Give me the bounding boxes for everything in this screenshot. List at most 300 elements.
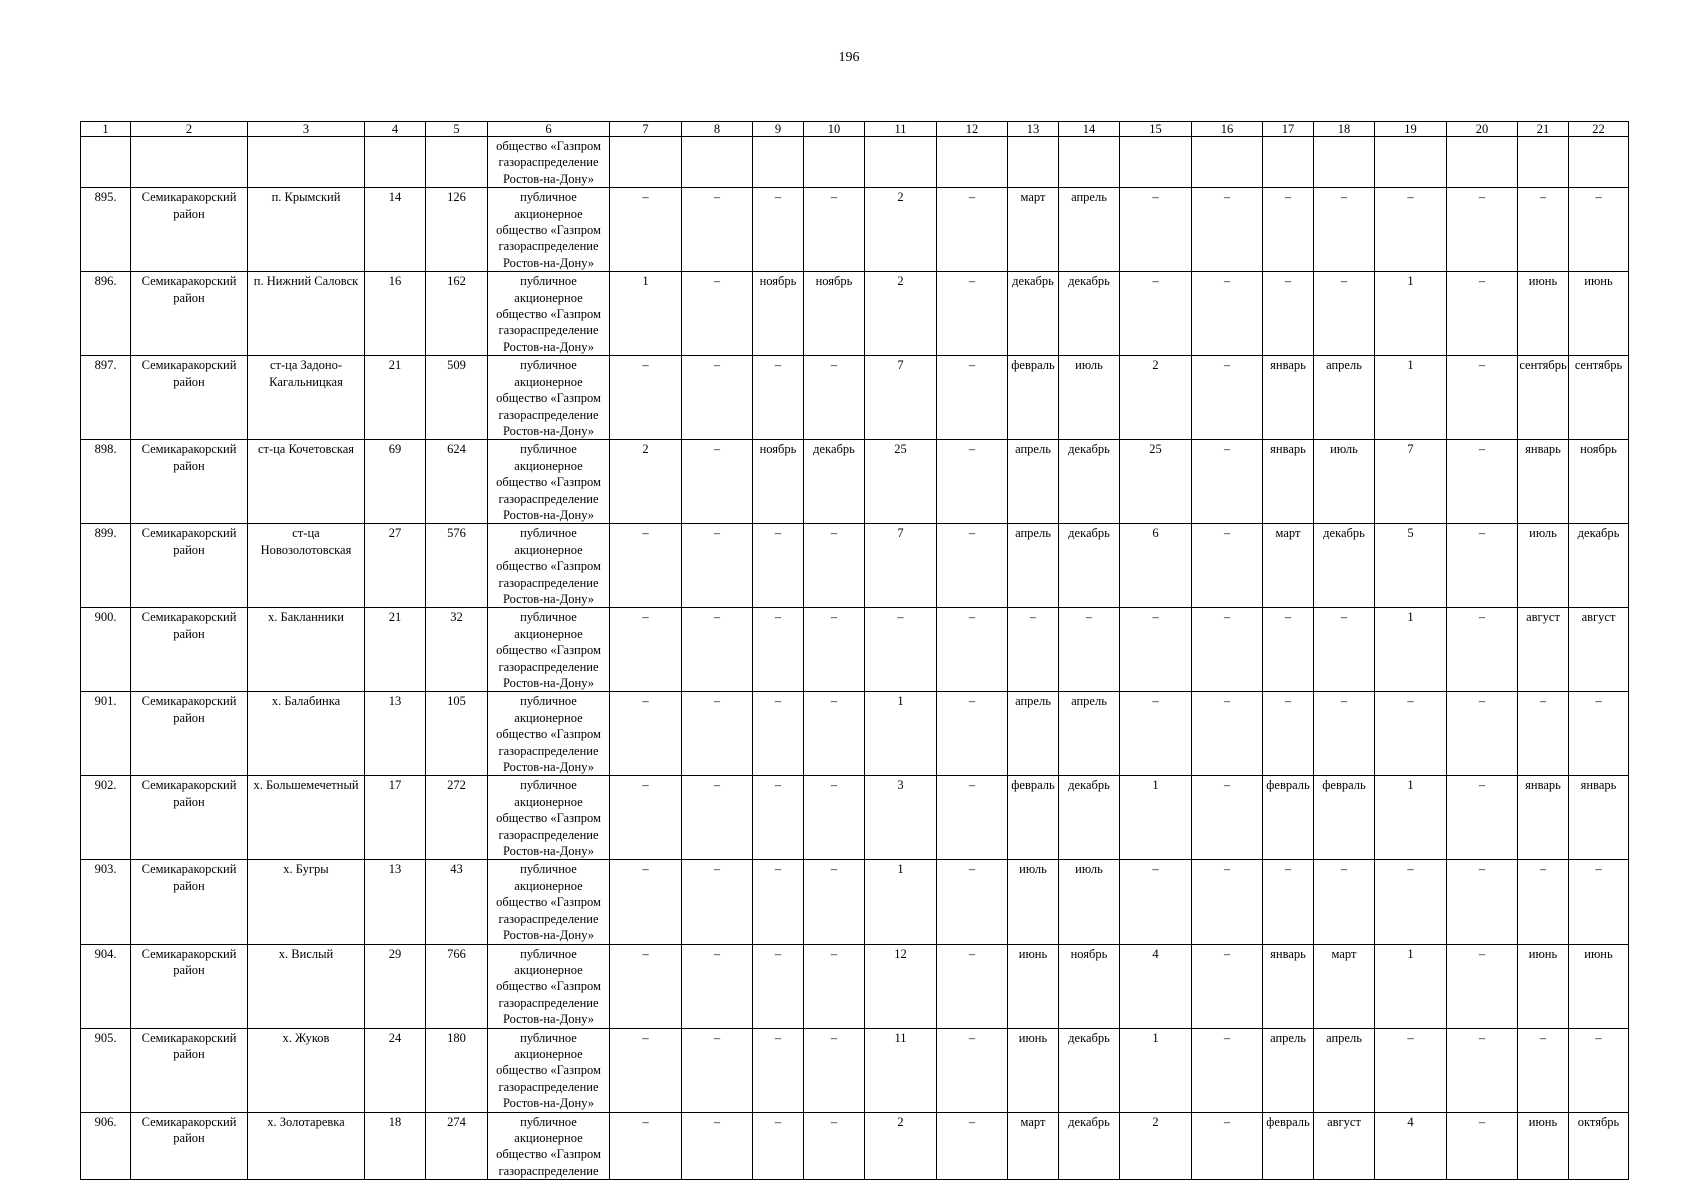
cell-col-2: Семикаракорский район: [131, 524, 248, 608]
cell-col-14: 14: [1059, 122, 1120, 137]
cell-col-6: 6: [488, 122, 610, 137]
cell-col-5: 509: [426, 356, 488, 440]
cell-col-20: –: [1447, 188, 1518, 272]
cell-col-16: –: [1192, 272, 1263, 356]
cell-col-16: –: [1192, 776, 1263, 860]
cell-col-12: –: [937, 188, 1008, 272]
cell-col-19: –: [1375, 860, 1447, 944]
cell-col-1: 902.: [81, 776, 131, 860]
cell-col-19: 5: [1375, 524, 1447, 608]
cell-col-12: –: [937, 272, 1008, 356]
cell-col-1: 905.: [81, 1028, 131, 1112]
cell-col-10: –: [804, 524, 865, 608]
cell-col-13: апрель: [1008, 692, 1059, 776]
cell-col-16: –: [1192, 440, 1263, 524]
cell-col-18: –: [1314, 608, 1375, 692]
cell-col-13: февраль: [1008, 356, 1059, 440]
cell-col-9: –: [753, 608, 804, 692]
cell-col-19: 1: [1375, 776, 1447, 860]
cell-col-20: –: [1447, 860, 1518, 944]
cell-col-10: декабрь: [804, 440, 865, 524]
cell-col-6: публичное акционерное общество «Газпром газораспределение Ростов-на-Дону»: [488, 524, 610, 608]
cell-col-20: 20: [1447, 122, 1518, 137]
cell-col-9: –: [753, 524, 804, 608]
cell-col-10: [804, 137, 865, 188]
continuation-row: [81, 137, 1629, 188]
cell-col-21: –: [1518, 692, 1569, 776]
cell-col-12: –: [937, 440, 1008, 524]
cell-col-4: 16: [365, 272, 426, 356]
cell-col-11: 2: [865, 188, 937, 272]
table-row: [81, 776, 1629, 860]
cell-col-8: –: [682, 1112, 753, 1180]
cell-col-13: 13: [1008, 122, 1059, 137]
cell-col-22: декабрь: [1569, 524, 1629, 608]
cell-col-17: январь: [1263, 440, 1314, 524]
cell-col-18: август: [1314, 1112, 1375, 1180]
cell-col-20: –: [1447, 356, 1518, 440]
cell-col-17: –: [1263, 188, 1314, 272]
cell-col-19: 1: [1375, 944, 1447, 1028]
cell-col-5: 105: [426, 692, 488, 776]
cell-col-5: 624: [426, 440, 488, 524]
cell-col-20: [1447, 137, 1518, 188]
cell-col-21: январь: [1518, 440, 1569, 524]
table-row: [81, 356, 1629, 440]
cell-col-9: –: [753, 188, 804, 272]
cell-col-3: 3: [248, 122, 365, 137]
cell-col-20: –: [1447, 524, 1518, 608]
cell-col-4: 69: [365, 440, 426, 524]
cell-col-19: 1: [1375, 272, 1447, 356]
cell-col-10: –: [804, 188, 865, 272]
cell-col-7: 2: [610, 440, 682, 524]
cell-col-15: 2: [1120, 356, 1192, 440]
cell-col-5: 766: [426, 944, 488, 1028]
table-row: [81, 524, 1629, 608]
cell-col-10: –: [804, 776, 865, 860]
cell-col-14: июль: [1059, 356, 1120, 440]
cell-col-21: –: [1518, 1028, 1569, 1112]
cell-col-10: –: [804, 356, 865, 440]
cell-col-17: [1263, 137, 1314, 188]
cell-col-5: 43: [426, 860, 488, 944]
cell-col-4: 21: [365, 356, 426, 440]
cell-col-18: –: [1314, 692, 1375, 776]
cell-col-4: 27: [365, 524, 426, 608]
cell-col-1: 896.: [81, 272, 131, 356]
cell-col-7: –: [610, 944, 682, 1028]
cell-col-20: –: [1447, 1112, 1518, 1180]
cell-col-9: –: [753, 860, 804, 944]
cell-col-21: июнь: [1518, 272, 1569, 356]
cell-col-8: –: [682, 356, 753, 440]
cell-col-10: 10: [804, 122, 865, 137]
cell-col-8: –: [682, 188, 753, 272]
cell-col-7: –: [610, 776, 682, 860]
cell-col-6: публичное акционерное общество «Газпром газораспределение Ростов-на-Дону»: [488, 776, 610, 860]
cell-col-9: ноябрь: [753, 440, 804, 524]
cell-col-7: 7: [610, 122, 682, 137]
cell-col-22: ноябрь: [1569, 440, 1629, 524]
cell-col-16: [1192, 137, 1263, 188]
cell-col-6: общество «Газпром газораспределение Ростов-на-Дону»: [488, 137, 610, 188]
cell-col-8: –: [682, 944, 753, 1028]
cell-col-4: 14: [365, 188, 426, 272]
cell-col-22: октябрь: [1569, 1112, 1629, 1180]
cell-col-15: 15: [1120, 122, 1192, 137]
cell-col-10: –: [804, 692, 865, 776]
cell-col-4: [365, 137, 426, 188]
cell-col-20: –: [1447, 692, 1518, 776]
cell-col-17: январь: [1263, 356, 1314, 440]
cell-col-13: –: [1008, 608, 1059, 692]
cell-col-10: –: [804, 608, 865, 692]
cell-col-9: 9: [753, 122, 804, 137]
cell-col-11: 7: [865, 356, 937, 440]
cell-col-9: –: [753, 692, 804, 776]
cell-col-5: 180: [426, 1028, 488, 1112]
cell-col-2: Семикаракорский район: [131, 1112, 248, 1180]
cell-col-21: сентябрь: [1518, 356, 1569, 440]
cell-col-3: х. Золотаревка: [248, 1112, 365, 1180]
cell-col-4: 21: [365, 608, 426, 692]
cell-col-19: –: [1375, 1028, 1447, 1112]
cell-col-1: 901.: [81, 692, 131, 776]
cell-col-21: 21: [1518, 122, 1569, 137]
header-row: [81, 122, 1629, 137]
cell-col-18: –: [1314, 188, 1375, 272]
cell-col-14: апрель: [1059, 188, 1120, 272]
cell-col-12: –: [937, 860, 1008, 944]
cell-col-15: –: [1120, 860, 1192, 944]
cell-col-22: –: [1569, 188, 1629, 272]
cell-col-19: 1: [1375, 356, 1447, 440]
table-row: [81, 944, 1629, 1028]
cell-col-2: Семикаракорский район: [131, 692, 248, 776]
cell-col-19: 19: [1375, 122, 1447, 137]
cell-col-22: [1569, 137, 1629, 188]
cell-col-8: –: [682, 440, 753, 524]
cell-col-2: Семикаракорский район: [131, 776, 248, 860]
cell-col-5: 5: [426, 122, 488, 137]
cell-col-5: 126: [426, 188, 488, 272]
cell-col-6: публичное акционерное общество «Газпром газораспределение Ростов-на-Дону»: [488, 1028, 610, 1112]
cell-col-9: –: [753, 1028, 804, 1112]
cell-col-1: 900.: [81, 608, 131, 692]
cell-col-12: 12: [937, 122, 1008, 137]
cell-col-14: декабрь: [1059, 524, 1120, 608]
cell-col-21: август: [1518, 608, 1569, 692]
cell-col-9: –: [753, 776, 804, 860]
cell-col-3: х. Балабинка: [248, 692, 365, 776]
cell-col-13: [1008, 137, 1059, 188]
cell-col-5: 32: [426, 608, 488, 692]
cell-col-14: [1059, 137, 1120, 188]
cell-col-3: х. Большемечетный: [248, 776, 365, 860]
cell-col-2: Семикаракорский район: [131, 1028, 248, 1112]
cell-col-21: –: [1518, 188, 1569, 272]
cell-col-8: [682, 137, 753, 188]
cell-col-22: июнь: [1569, 944, 1629, 1028]
cell-col-4: 13: [365, 692, 426, 776]
cell-col-15: 25: [1120, 440, 1192, 524]
cell-col-8: –: [682, 776, 753, 860]
cell-col-3: х. Бугры: [248, 860, 365, 944]
page-number: 196: [838, 50, 860, 65]
cell-col-1: 899.: [81, 524, 131, 608]
cell-col-1: 1: [81, 122, 131, 137]
cell-col-4: 29: [365, 944, 426, 1028]
cell-col-18: [1314, 137, 1375, 188]
cell-col-17: апрель: [1263, 1028, 1314, 1112]
cell-col-18: декабрь: [1314, 524, 1375, 608]
cell-col-16: –: [1192, 188, 1263, 272]
cell-col-10: –: [804, 1028, 865, 1112]
cell-col-13: апрель: [1008, 440, 1059, 524]
cell-col-13: март: [1008, 188, 1059, 272]
cell-col-11: 11: [865, 1028, 937, 1112]
cell-col-9: –: [753, 944, 804, 1028]
cell-col-21: –: [1518, 860, 1569, 944]
cell-col-20: –: [1447, 272, 1518, 356]
cell-col-14: декабрь: [1059, 440, 1120, 524]
cell-col-11: 12: [865, 944, 937, 1028]
cell-col-6: публичное акционерное общество «Газпром газораспределение: [488, 1112, 610, 1180]
cell-col-21: январь: [1518, 776, 1569, 860]
cell-col-11: 11: [865, 122, 937, 137]
cell-col-18: –: [1314, 860, 1375, 944]
cell-col-17: –: [1263, 608, 1314, 692]
cell-col-10: –: [804, 1112, 865, 1180]
cell-col-3: х. Бакланники: [248, 608, 365, 692]
cell-col-22: август: [1569, 608, 1629, 692]
cell-col-15: –: [1120, 188, 1192, 272]
cell-col-7: –: [610, 860, 682, 944]
cell-col-19: –: [1375, 188, 1447, 272]
cell-col-22: 22: [1569, 122, 1629, 137]
cell-col-8: –: [682, 692, 753, 776]
cell-col-19: 4: [1375, 1112, 1447, 1180]
cell-col-19: 7: [1375, 440, 1447, 524]
cell-col-7: –: [610, 692, 682, 776]
cell-col-22: сентябрь: [1569, 356, 1629, 440]
cell-col-13: июль: [1008, 860, 1059, 944]
cell-col-7: [610, 137, 682, 188]
table-row: [81, 1028, 1629, 1112]
cell-col-17: январь: [1263, 944, 1314, 1028]
cell-col-9: –: [753, 1112, 804, 1180]
table-row: [81, 188, 1629, 272]
cell-col-14: декабрь: [1059, 1112, 1120, 1180]
cell-col-17: февраль: [1263, 776, 1314, 860]
cell-col-2: [131, 137, 248, 188]
cell-col-10: –: [804, 944, 865, 1028]
cell-col-5: 162: [426, 272, 488, 356]
cell-col-12: –: [937, 944, 1008, 1028]
cell-col-15: [1120, 137, 1192, 188]
cell-col-15: 2: [1120, 1112, 1192, 1180]
cell-col-15: –: [1120, 692, 1192, 776]
table-row: [81, 440, 1629, 524]
cell-col-2: Семикаракорский район: [131, 188, 248, 272]
cell-col-7: 1: [610, 272, 682, 356]
cell-col-8: –: [682, 1028, 753, 1112]
cell-col-1: 895.: [81, 188, 131, 272]
cell-col-22: июнь: [1569, 272, 1629, 356]
cell-col-8: –: [682, 860, 753, 944]
cell-col-7: –: [610, 1112, 682, 1180]
cell-col-14: –: [1059, 608, 1120, 692]
cell-col-17: –: [1263, 692, 1314, 776]
cell-col-4: 4: [365, 122, 426, 137]
cell-col-19: [1375, 137, 1447, 188]
cell-col-7: –: [610, 188, 682, 272]
cell-col-7: –: [610, 356, 682, 440]
cell-col-16: –: [1192, 860, 1263, 944]
cell-col-12: –: [937, 608, 1008, 692]
cell-col-2: Семикаракорский район: [131, 272, 248, 356]
cell-col-17: 17: [1263, 122, 1314, 137]
cell-col-6: публичное акционерное общество «Газпром газораспределение Ростов-на-Дону»: [488, 272, 610, 356]
cell-col-5: 274: [426, 1112, 488, 1180]
cell-col-12: –: [937, 524, 1008, 608]
cell-col-3: ст-ца Задоно-Кагальницкая: [248, 356, 365, 440]
cell-col-5: 576: [426, 524, 488, 608]
table-row: [81, 1112, 1629, 1180]
cell-col-3: п. Нижний Саловск: [248, 272, 365, 356]
table-row: [81, 272, 1629, 356]
cell-col-6: публичное акционерное общество «Газпром газораспределение Ростов-на-Дону»: [488, 356, 610, 440]
cell-col-14: декабрь: [1059, 1028, 1120, 1112]
cell-col-18: –: [1314, 272, 1375, 356]
cell-col-1: 897.: [81, 356, 131, 440]
cell-col-12: –: [937, 1028, 1008, 1112]
cell-col-19: 1: [1375, 608, 1447, 692]
cell-col-20: –: [1447, 944, 1518, 1028]
cell-col-7: –: [610, 1028, 682, 1112]
cell-col-4: 24: [365, 1028, 426, 1112]
cell-col-21: [1518, 137, 1569, 188]
cell-col-13: декабрь: [1008, 272, 1059, 356]
cell-col-16: –: [1192, 692, 1263, 776]
cell-col-20: –: [1447, 608, 1518, 692]
cell-col-3: х. Жуков: [248, 1028, 365, 1112]
cell-col-12: –: [937, 776, 1008, 860]
cell-col-9: ноябрь: [753, 272, 804, 356]
cell-col-6: публичное акционерное общество «Газпром газораспределение Ростов-на-Дону»: [488, 944, 610, 1028]
cell-col-15: –: [1120, 608, 1192, 692]
cell-col-18: март: [1314, 944, 1375, 1028]
cell-col-15: 1: [1120, 1028, 1192, 1112]
cell-col-13: июнь: [1008, 1028, 1059, 1112]
cell-col-14: апрель: [1059, 692, 1120, 776]
cell-col-11: [865, 137, 937, 188]
cell-col-14: декабрь: [1059, 776, 1120, 860]
cell-col-12: –: [937, 1112, 1008, 1180]
cell-col-15: 1: [1120, 776, 1192, 860]
cell-col-6: публичное акционерное общество «Газпром газораспределение Ростов-на-Дону»: [488, 692, 610, 776]
cell-col-8: 8: [682, 122, 753, 137]
cell-col-2: Семикаракорский район: [131, 440, 248, 524]
cell-col-16: –: [1192, 524, 1263, 608]
cell-col-20: –: [1447, 1028, 1518, 1112]
cell-col-13: март: [1008, 1112, 1059, 1180]
cell-col-16: 16: [1192, 122, 1263, 137]
cell-col-8: –: [682, 524, 753, 608]
table-row: [81, 860, 1629, 944]
cell-col-22: –: [1569, 692, 1629, 776]
cell-col-7: –: [610, 608, 682, 692]
cell-col-20: –: [1447, 776, 1518, 860]
cell-col-13: апрель: [1008, 524, 1059, 608]
cell-col-11: 1: [865, 692, 937, 776]
cell-col-12: [937, 137, 1008, 188]
cell-col-21: июнь: [1518, 944, 1569, 1028]
cell-col-22: –: [1569, 860, 1629, 944]
cell-col-12: –: [937, 692, 1008, 776]
table-row: [81, 608, 1629, 692]
cell-col-1: 903.: [81, 860, 131, 944]
cell-col-6: публичное акционерное общество «Газпром газораспределение Ростов-на-Дону»: [488, 440, 610, 524]
table-row: [81, 692, 1629, 776]
cell-col-4: 18: [365, 1112, 426, 1180]
cell-col-8: –: [682, 608, 753, 692]
cell-col-22: январь: [1569, 776, 1629, 860]
cell-col-16: –: [1192, 1112, 1263, 1180]
data-table: [80, 121, 1629, 1180]
cell-col-17: –: [1263, 272, 1314, 356]
cell-col-12: –: [937, 356, 1008, 440]
cell-col-3: [248, 137, 365, 188]
cell-col-11: 3: [865, 776, 937, 860]
cell-col-2: Семикаракорский район: [131, 608, 248, 692]
cell-col-4: 17: [365, 776, 426, 860]
cell-col-9: [753, 137, 804, 188]
cell-col-11: 1: [865, 860, 937, 944]
cell-col-6: публичное акционерное общество «Газпром газораспределение Ростов-на-Дону»: [488, 608, 610, 692]
cell-col-11: 2: [865, 1112, 937, 1180]
cell-col-20: –: [1447, 440, 1518, 524]
cell-col-17: март: [1263, 524, 1314, 608]
cell-col-21: июнь: [1518, 1112, 1569, 1180]
cell-col-21: июль: [1518, 524, 1569, 608]
cell-col-16: –: [1192, 356, 1263, 440]
cell-col-2: Семикаракорский район: [131, 860, 248, 944]
cell-col-16: –: [1192, 1028, 1263, 1112]
cell-col-14: ноябрь: [1059, 944, 1120, 1028]
cell-col-11: 25: [865, 440, 937, 524]
cell-col-2: Семикаракорский район: [131, 944, 248, 1028]
cell-col-1: [81, 137, 131, 188]
cell-col-5: [426, 137, 488, 188]
cell-col-11: 7: [865, 524, 937, 608]
cell-col-14: декабрь: [1059, 272, 1120, 356]
cell-col-22: –: [1569, 1028, 1629, 1112]
cell-col-16: –: [1192, 608, 1263, 692]
cell-col-15: –: [1120, 272, 1192, 356]
cell-col-18: июль: [1314, 440, 1375, 524]
cell-col-15: 6: [1120, 524, 1192, 608]
cell-col-15: 4: [1120, 944, 1192, 1028]
cell-col-13: июнь: [1008, 944, 1059, 1028]
cell-col-13: февраль: [1008, 776, 1059, 860]
cell-col-6: публичное акционерное общество «Газпром газораспределение Ростов-на-Дону»: [488, 188, 610, 272]
cell-col-17: февраль: [1263, 1112, 1314, 1180]
cell-col-3: ст-ца Кочетовская: [248, 440, 365, 524]
cell-col-6: публичное акционерное общество «Газпром газораспределение Ростов-на-Дону»: [488, 860, 610, 944]
cell-col-19: –: [1375, 692, 1447, 776]
